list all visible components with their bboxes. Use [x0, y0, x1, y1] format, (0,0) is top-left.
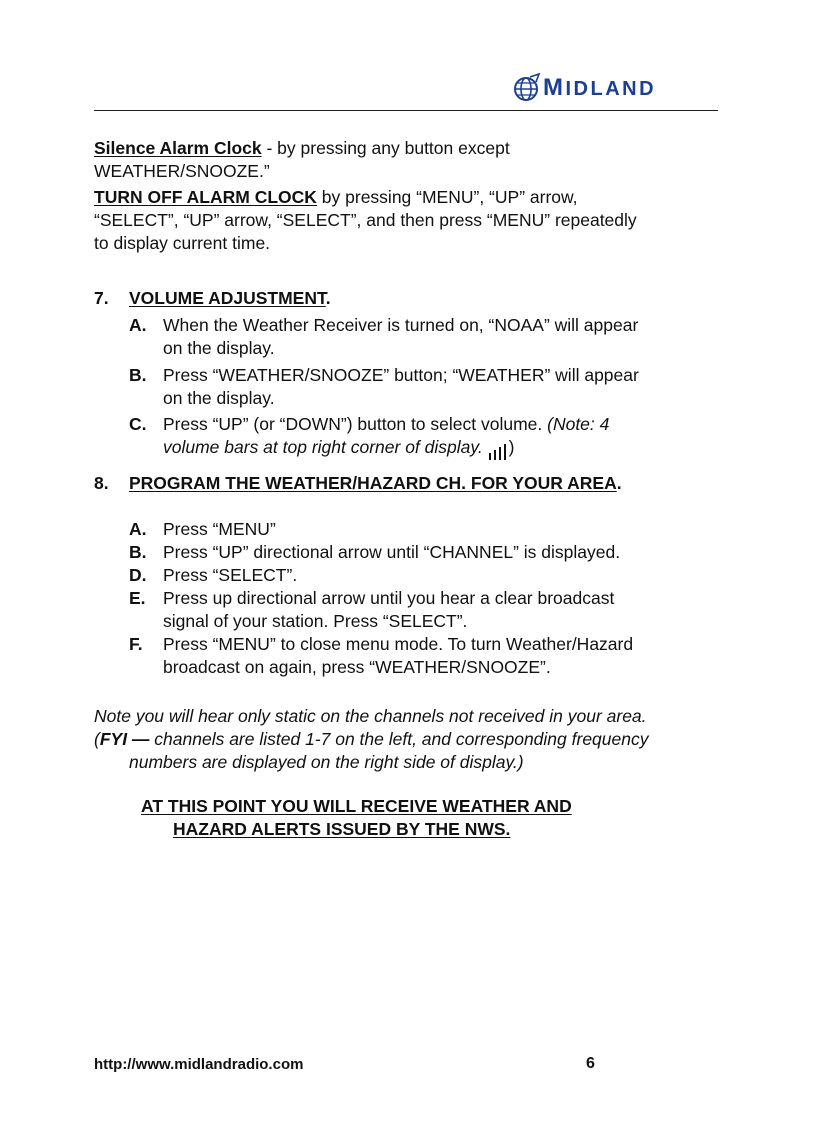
note-line3: numbers are displayed on the right side of display.): [129, 752, 524, 772]
section-8-item-a: A. Press “MENU”: [129, 519, 276, 539]
note-line2: (FYI — channels are listed 1-7 on the left, and corresponding frequency: [94, 729, 649, 749]
turn-off-alarm-line2: “SELECT”, “UP” arrow, “SELECT”, and then press “MENU” repeatedly: [94, 210, 637, 230]
turn-off-alarm-line1: TURN OFF ALARM CLOCK by pressing “MENU”, “UP” arrow,: [94, 187, 578, 207]
section-7-item-c: C. Press “UP” (or “DOWN”) button to select volume. (Note: 4 volume bars at top right corner of display. ): [129, 413, 609, 460]
final-notice-line2: HAZARD ALERTS ISSUED BY THE NWS.: [173, 819, 511, 839]
section-8-item-d: D. Press “SELECT”.: [129, 565, 298, 585]
turn-off-alarm-title: TURN OFF ALARM CLOCK: [94, 187, 317, 207]
turn-off-alarm-line3: to display current time.: [94, 233, 271, 253]
section-7-item-b: B. Press “WEATHER/SNOOZE” button; “WEATHER” will appear on the display.: [129, 365, 639, 408]
section-8-item-e: E. Press up directional arrow until you hear a clear broadcast signal of your station. Press “SELECT”.: [129, 588, 615, 631]
midland-logo: [512, 68, 656, 108]
silence-alarm-title: Silence Alarm Clock: [94, 138, 262, 158]
section-8-heading: 8. PROGRAM THE WEATHER/HAZARD CH. FOR YOUR AREA.: [94, 473, 622, 493]
section-8-item-f: F. Press “MENU” to close menu mode. To turn Weather/Hazard broadcast on again, press “WEATHER/SNOOZE”.: [129, 634, 634, 677]
header-divider: [94, 110, 718, 111]
page-number: 6: [586, 1055, 595, 1072]
final-notice-line1: AT THIS POINT YOU WILL RECEIVE WEATHER AND: [141, 796, 572, 816]
globe-icon: [512, 73, 542, 103]
silence-alarm-line1: Silence Alarm Clock - by pressing any button except: [94, 138, 510, 158]
section-8-item-b: B. Press “UP” directional arrow until “CHANNEL” is displayed.: [129, 542, 621, 562]
section-7-title: VOLUME ADJUSTMENT: [129, 288, 326, 308]
fyi-label: FYI —: [99, 729, 150, 749]
note-line1: Note you will hear only static on the channels not received in your area.: [94, 706, 647, 726]
volume-bars-icon: [489, 437, 509, 460]
section-8-title: PROGRAM THE WEATHER/HAZARD CH. FOR YOUR AREA: [129, 473, 617, 493]
section-7-item-a: A. When the Weather Receiver is turned on, “NOAA” will appear on the display.: [129, 315, 639, 358]
logo-wordmark: MIDLAND: [543, 74, 657, 101]
footer-url: http://www.midlandradio.com: [94, 1056, 304, 1073]
silence-alarm-line2: WEATHER/SNOOZE.”: [94, 161, 270, 181]
section-7-heading: 7. VOLUME ADJUSTMENT.: [94, 288, 331, 308]
